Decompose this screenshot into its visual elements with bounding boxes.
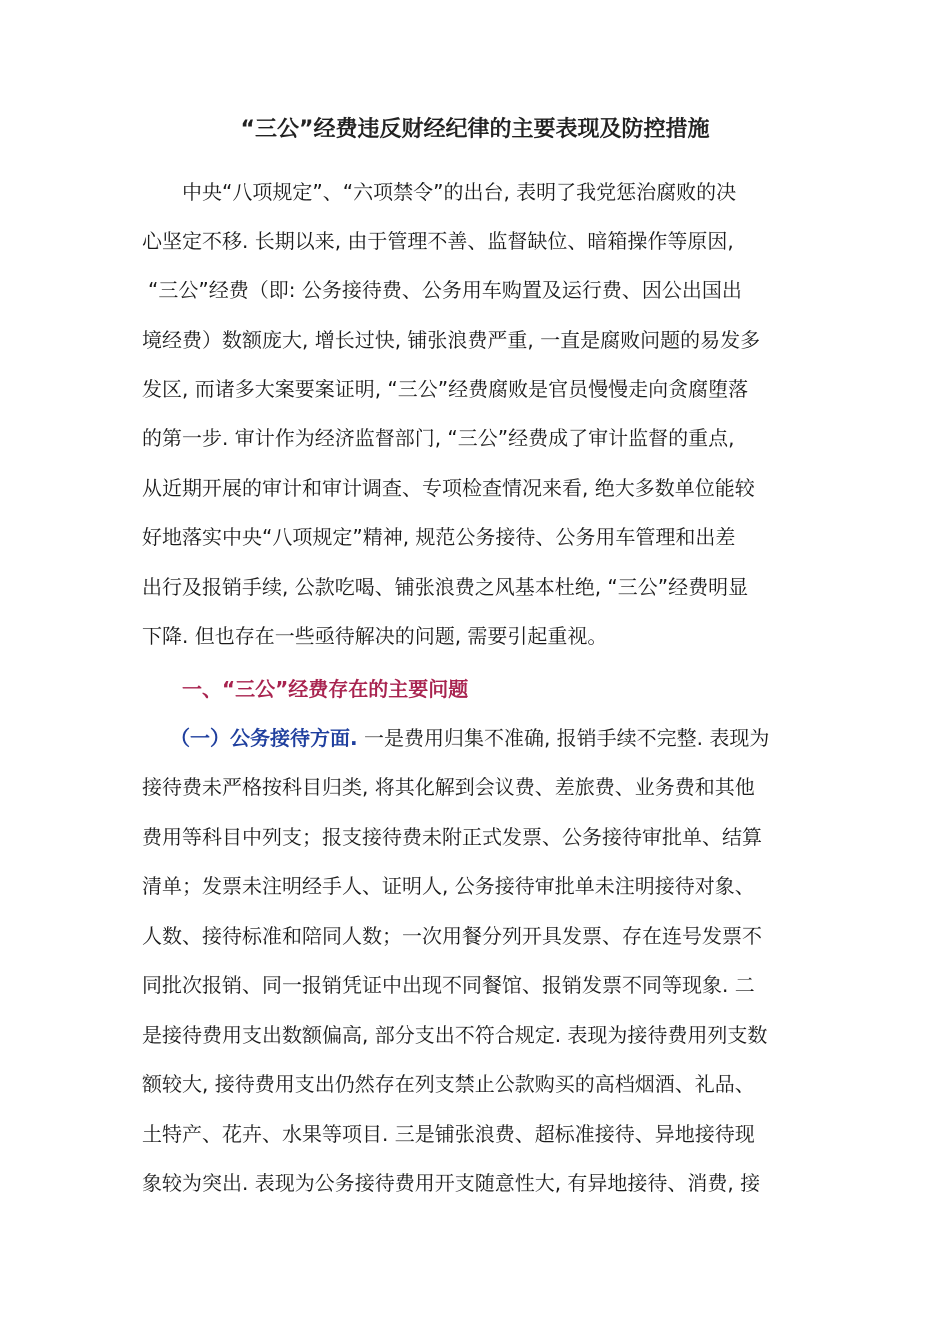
body-line: 土特产、花卉、水果等项目. 三是铺张浪费、超标准接待、异地接待现 — [142, 1122, 755, 1146]
subsection-first-line — [170, 723, 850, 753]
intro-line: 发区, 而诸多大案要案证明, “三公”经费腐败是官员慢慢走向贪腐堕落 — [142, 377, 749, 401]
intro-line: 从近期开展的审计和审计调查、专项检查情况来看, 绝大多数单位能较 — [142, 476, 755, 500]
intro-line: “三公”经费（即: 公务接待费、公务用车购置及运行费、因公出国出 — [148, 278, 742, 302]
document-title: “三公”经费违反财经纪律的主要表现及防控措施 — [240, 117, 710, 142]
intro-line: 好地落实中央“八项规定”精神, 规范公务接待、公务用车管理和出差 — [142, 525, 736, 549]
intro-line: 心坚定不移. 长期以来, 由于管理不善、监督缺位、暗箱操作等原因, — [142, 229, 734, 253]
body-line: 是接待费用支出数额偏高, 部分支出不符合规定. 表现为接待费用列支数 — [142, 1023, 768, 1047]
intro-line: 中央“八项规定”、“六项禁令”的出台, 表明了我党惩治腐败的决 — [182, 180, 737, 204]
body-line: 费用等科目中列支；报支接待费未附正式发票、公务接待审批单、结算 — [142, 825, 762, 849]
body-line: 象较为突出. 表现为公务接待费用开支随意性大, 有异地接待、消费, 接 — [142, 1171, 761, 1195]
section-heading: 一、“三公”经费存在的主要问题 — [182, 677, 469, 701]
body-line: 额较大, 接待费用支出仍然存在列支禁止公款购买的高档烟酒、礼品、 — [142, 1072, 755, 1096]
body-line: 人数、接待标准和陪同人数；一次用餐分列开具发票、存在连号发票不 — [142, 924, 762, 948]
body-line: 同批次报销、同一报销凭证中出现不同餐馆、报销发票不同等现象. 二 — [142, 973, 755, 997]
subsection-text: 一是费用归集不准确, 报销手续不完整. 表现为 — [357, 726, 770, 750]
subsection-heading: （一）公务接待方面. — [170, 726, 358, 750]
body-line: 清单；发票未注明经手人、证明人, 公务接待审批单未注明接待对象、 — [142, 874, 755, 898]
intro-line: 下降. 但也存在一些亟待解决的问题, 需要引起重视。 — [142, 624, 608, 648]
intro-line: 出行及报销手续, 公款吃喝、铺张浪费之风基本杜绝, “三公”经费明显 — [142, 575, 749, 599]
intro-line: 的第一步. 审计作为经济监督部门, “三公”经费成了审计监督的重点, — [142, 426, 735, 450]
body-line: 接待费未严格按科目归类, 将其化解到会议费、差旅费、业务费和其他 — [142, 775, 755, 799]
intro-line: 境经费）数额庞大, 增长过快, 铺张浪费严重, 一直是腐败问题的易发多 — [142, 328, 761, 352]
